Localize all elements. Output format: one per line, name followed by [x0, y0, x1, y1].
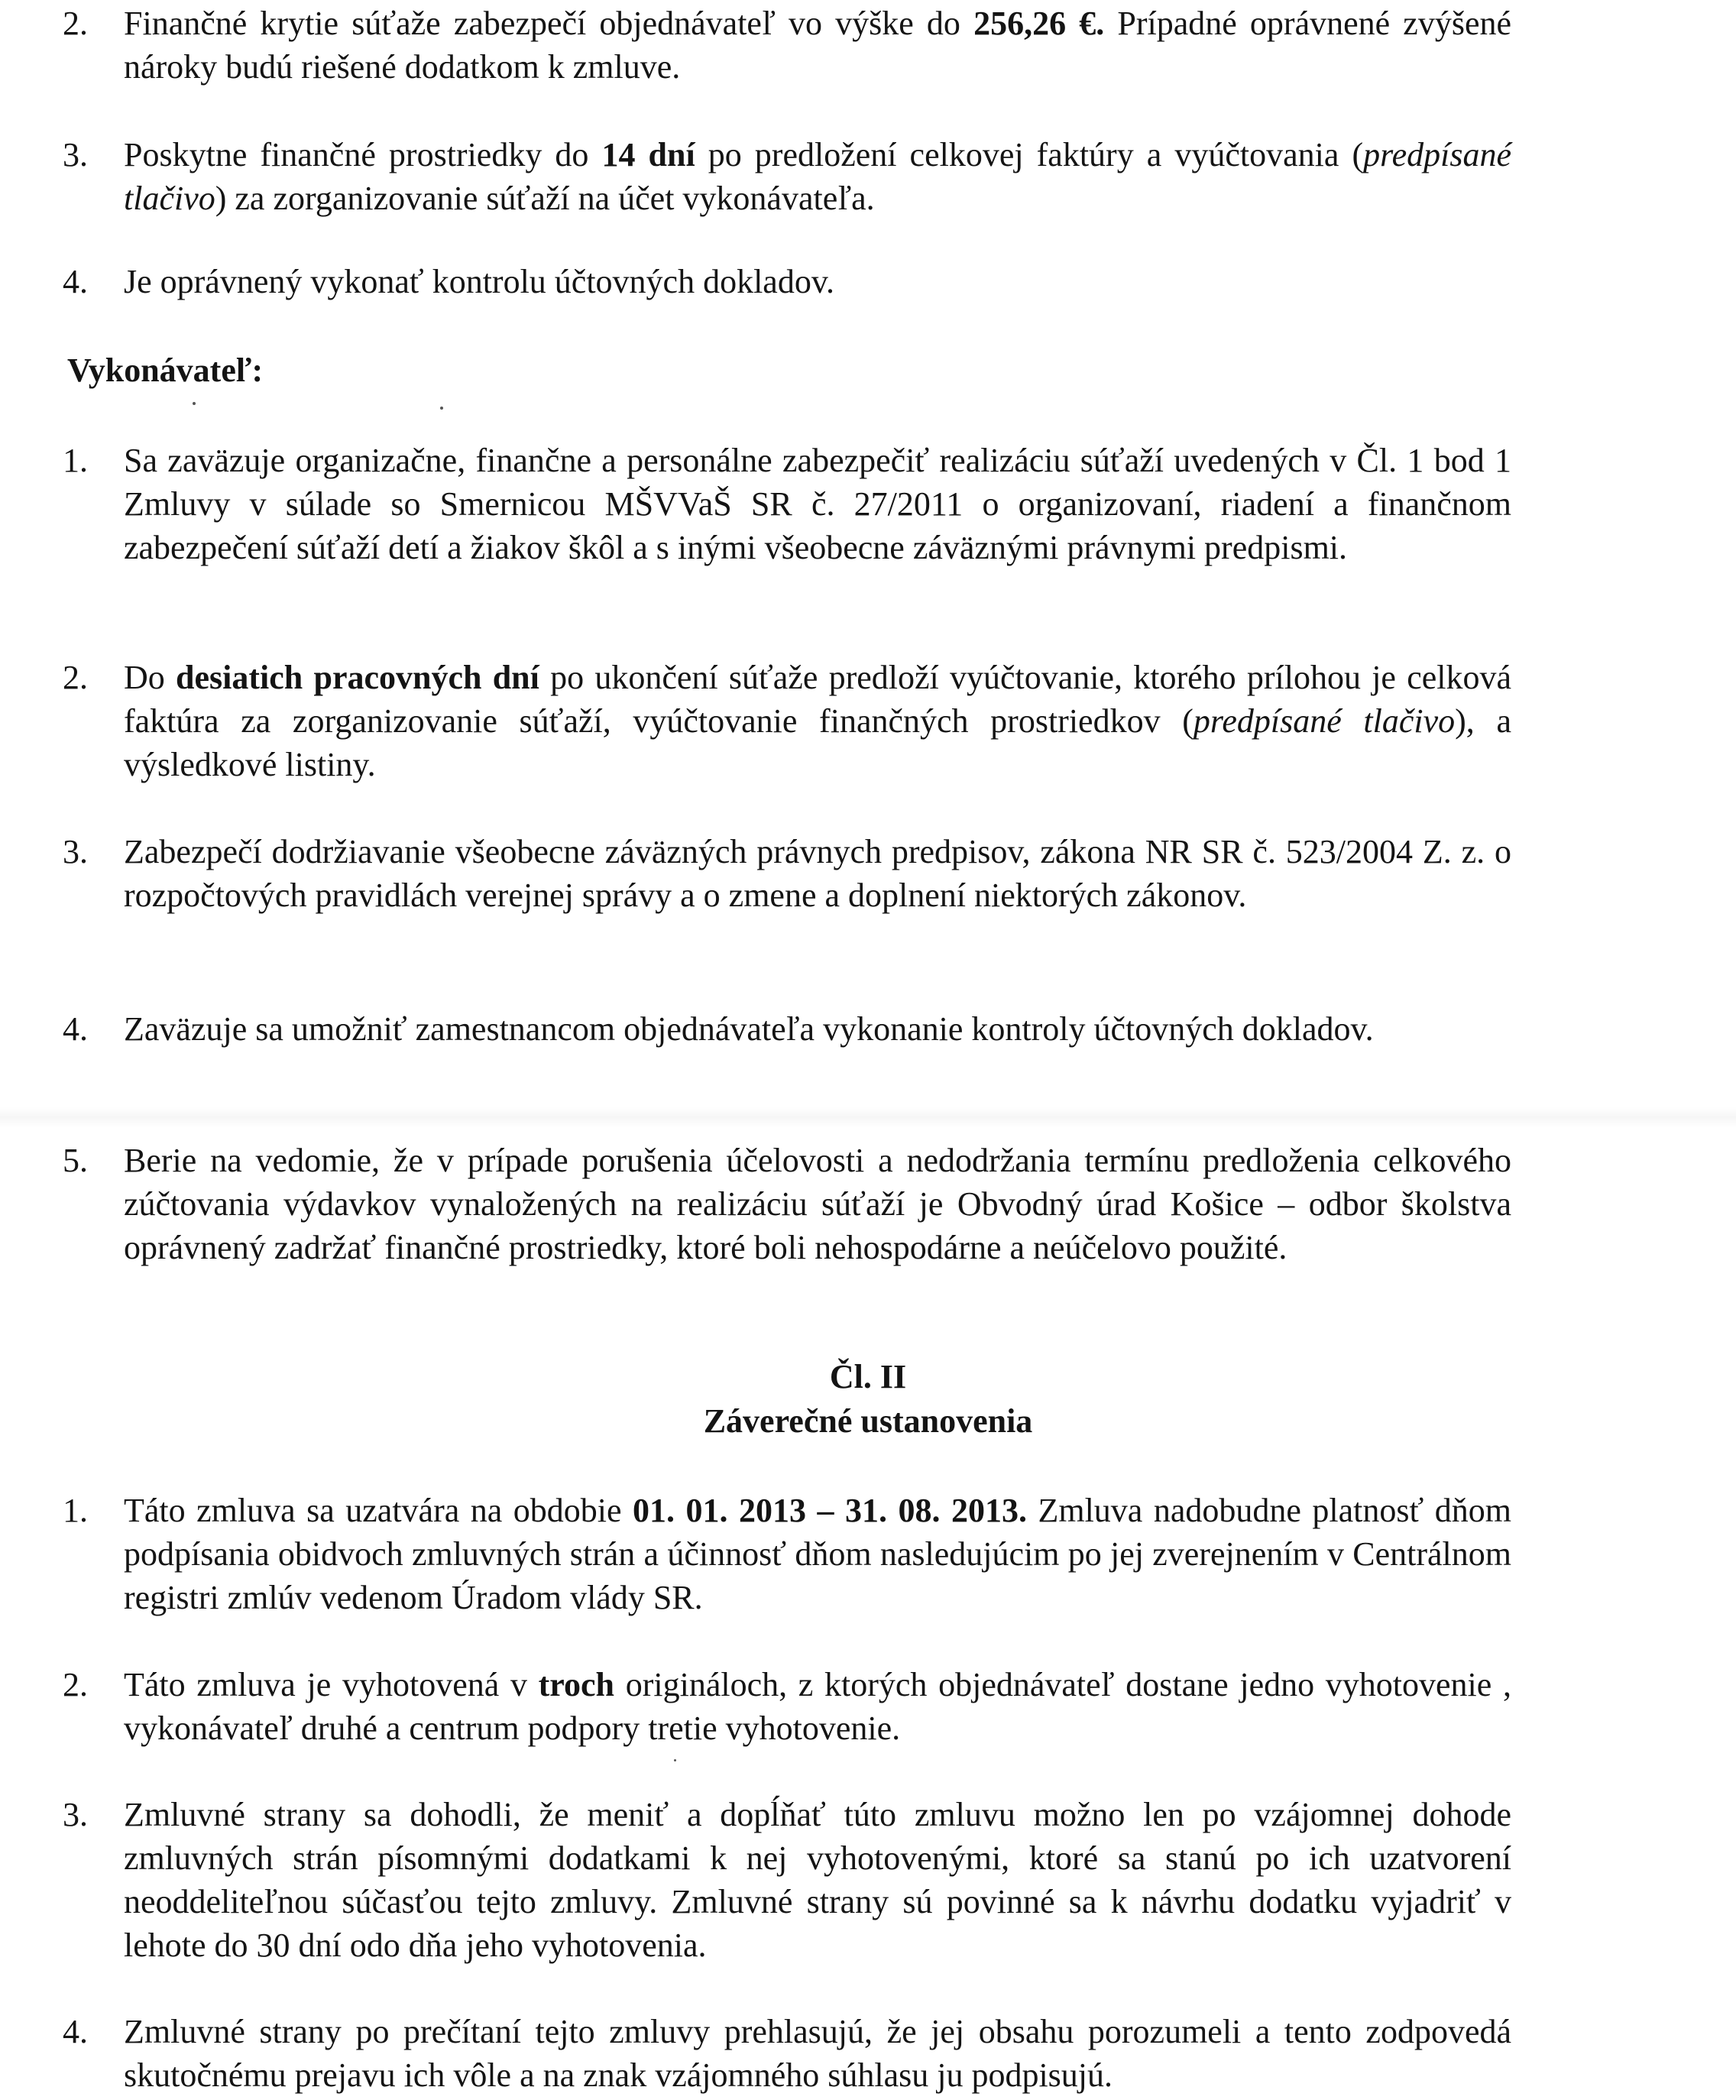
- item-number: 1.: [63, 442, 88, 479]
- item-number: 5.: [63, 1142, 88, 1179]
- scan-streak: [0, 1107, 1736, 1128]
- item-number: 3.: [63, 136, 88, 173]
- item-number: 2.: [63, 659, 88, 696]
- item-text: Zabezpečí dodržiavanie všeobecne záväzných právnych predpisov, zákona NR SR č. 523/2004 Z. z. o rozpočtových pravidlách verejnej správy a o zmene a doplnení niektorých zákonov.: [124, 833, 1511, 914]
- speck: [193, 402, 196, 405]
- item-text: Do desiatich pracovných dní po ukončení súťaže predloží vyúčtovanie, ktorého prílohou je celková faktúra za zorganizovanie súťaží, vyúčtovanie finančných prostriedkov (predpísané tlačivo), a výsledkové listiny.: [124, 659, 1512, 783]
- item-text: Zmluvné strany po prečítaní tejto zmluvy prehlasujú, že jej obsahu porozumeli a tento zodpovedá skutočnému prejavu ich vôle a na znak vzájomného súhlasu ju podpisujú.: [124, 2013, 1511, 2094]
- item-text: Berie na vedomie, že v prípade porušenia účelovosti a nedodržania termínu predloženia celkového zúčtovania výdavkov vynaložených na realizáciu súťaží je Obvodný úrad Košice – odbor školstva oprávnený zadržať finančné prostriedky, ktoré boli nehospodárne a neúčelovo použité.: [124, 1142, 1511, 1266]
- item-text: Zmluvné strany sa dohodli, že meniť a dopĺňať túto zmluvu možno len po vzájomnej dohode zmluvných strán písomnými dodatkami k nej vyhotovenými, ktoré sa stanú po ich uzatvorení neoddeliteľnou súčasťou tejto zmluvy. Zmluvné strany sú povinné sa k návrhu dodatku vyjadriť v lehote do 30 dní odo dňa jeho vyhotovenia.: [124, 1796, 1511, 1964]
- item-text: Táto zmluva je vyhotovená v troch origináloch, z ktorých objednávateľ dostane jedno vyhotovenie , vykonávateľ druhé a centrum podpory tretie vyhotovenie.: [124, 1666, 1511, 1747]
- contract-period: 01. 01. 2013 – 31. 08. 2013.: [633, 1492, 1027, 1529]
- article-title: Záverečné ustanovenia: [703, 1402, 1033, 1440]
- item-number: 3.: [63, 1796, 88, 1833]
- speck: [674, 1759, 676, 1761]
- item-text: Zaväzuje sa umožniť zamestnancom objednávateľa vykonanie kontroly účtovných dokladov.: [124, 1010, 1374, 1048]
- article-number: Čl. II: [829, 1358, 907, 1395]
- item-number: 4.: [63, 1010, 88, 1048]
- item-text: Táto zmluva sa uzatvára na obdobie 01. 01. 2013 – 31. 08. 2013. Zmluva nadobudne platnosť dňom podpísania obidvoch zmluvných strán a účinnosť dňom nasledujúcim po jej zverejnením v Centrálnom registri zmlúv vedenom Úradom vlády SR.: [124, 1492, 1511, 1616]
- item-number: 1.: [63, 1492, 88, 1529]
- item-number: 4.: [63, 2013, 88, 2050]
- item-text: Finančné krytie súťaže zabezpečí objednávateľ vo výške do 256,26 €. Prípadné oprávnené zvýšené nároky budú riešené dodatkom k zmluve.: [124, 5, 1512, 86]
- section-heading: Vykonávateľ:: [67, 352, 264, 389]
- item-number: 3.: [63, 833, 88, 870]
- item-number: 4.: [63, 263, 88, 300]
- amount: 256,26 €.: [973, 5, 1105, 42]
- item-text: Poskytne finančné prostriedky do 14 dní po predložení celkovej faktúry a vyúčtovania (predpísané tlačivo) za zorganizovanie súťaží na účet vykonávateľa.: [124, 136, 1511, 217]
- speck: [440, 407, 443, 410]
- item-text: Sa zaväzuje organizačne, finančne a personálne zabezpečiť realizáciu súťaží uvedených v Čl. 1 bod 1 Zmluvy v súlade so Smernicou MŠVVaŠ SR č. 27/2011 o organizovaní, riadení a finančnom zabezpečení súťaží detí a žiakov škôl a s inými všeobecne záväznými právnymi predpismi.: [124, 442, 1511, 566]
- item-number: 2.: [63, 1666, 88, 1703]
- item-text: Je oprávnený vykonať kontrolu účtovných dokladov.: [124, 263, 834, 300]
- item-number: 2.: [63, 5, 88, 42]
